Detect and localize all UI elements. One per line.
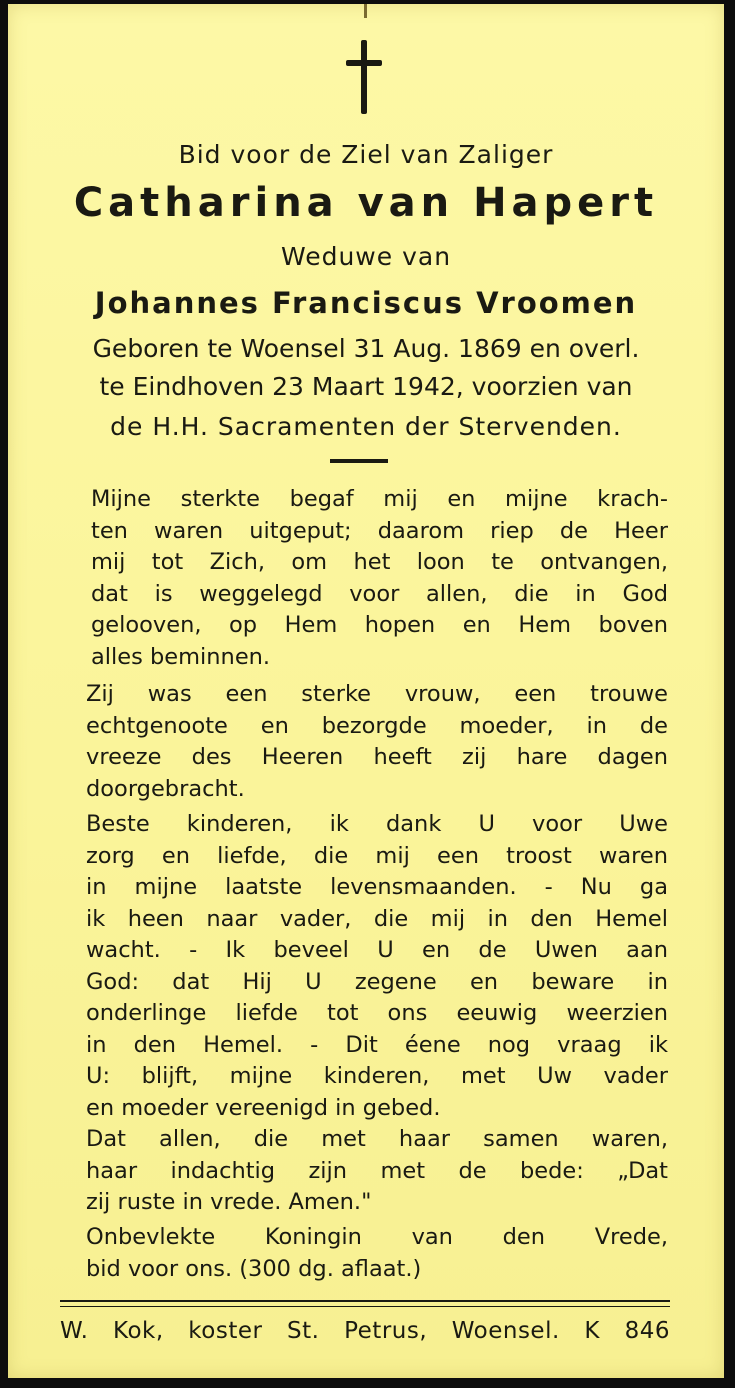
memorial-card (8, 4, 724, 1378)
text-line: alles beminnen. (91, 643, 271, 670)
text-line: en moeder vereenigd in gebed. (86, 1094, 441, 1121)
text-line: Dat allen, die met haar samen waren, (86, 1126, 668, 1152)
footer-divider-thin (60, 1306, 670, 1307)
text-line: zorg en liefde, die mij een troost waren (86, 842, 668, 869)
text-line: haar indachtig zijn met de bede: „Dat (86, 1157, 668, 1184)
text-line: in den Hemel. - Dit éene nog vraag ik (86, 1031, 668, 1058)
top-edge-mark (364, 4, 367, 18)
paragraph-3 (56, 809, 668, 1124)
husband-name: Johannes Franciscus Vroomen (94, 286, 638, 320)
paragraph-4 (56, 1124, 668, 1219)
death-line: te Eindhoven 23 Maart 1942, voorzien van (99, 372, 633, 401)
text-line: zij ruste in vrede. Amen." (86, 1189, 372, 1215)
text-line: echtgenoote en bezorgde moeder, in de (86, 712, 668, 739)
text-line: U: blijft, mijne kinderen, met Uw vader (86, 1063, 668, 1089)
text-line: God: dat Hij U zegene en beware in (86, 968, 668, 995)
text-line: dat is weggelegd voor allen, die in God (91, 580, 668, 607)
text-line: Beste kinderen, ik dank U voor Uwe (86, 811, 668, 837)
text-line: mij tot Zich, om het loon te ontvangen, (91, 549, 668, 575)
birth-line: Geboren te Woensel 31 Aug. 1869 en overl. (92, 334, 640, 363)
short-divider (330, 459, 388, 463)
text-line: doorgebracht. (86, 775, 245, 802)
text-line: ten waren uitgeput; daarom riep de Heer (91, 517, 668, 544)
sacraments-line: de H.H. Sacramenten der Stervenden. (110, 412, 622, 441)
paragraph-5 (56, 1222, 668, 1285)
printer-credit: W. Kok, koster St. Petrus, Woensel. K 846 (60, 1318, 670, 1344)
paragraph-2 (56, 679, 668, 805)
paragraph-1 (56, 484, 668, 673)
text-line: Mijne sterkte begaf mij en mijne krach- (91, 486, 668, 512)
text-line: gelooven, op Hem hopen en Hem boven (91, 612, 668, 638)
text-line: bid voor ons. (300 dg. aflaat.) (86, 1255, 422, 1282)
widow-of-label: Weduwe van (280, 242, 452, 271)
text-line: ik heen naar vader, die mij in den Hemel (86, 905, 668, 932)
text-line: vreeze des Heeren heeft zij hare dagen (86, 744, 668, 770)
text-line: in mijne laatste levensmaanden. - Nu ga (86, 874, 668, 900)
text-line: Zij was een sterke vrouw, een trouwe (86, 681, 668, 707)
text-line: onderlinge liefde tot ons eeuwig weerzien (86, 1000, 668, 1026)
prayer-heading: Bid voor de Ziel van Zaliger (178, 140, 554, 169)
deceased-name: Catharina van Hapert (73, 180, 659, 226)
cross-icon (344, 40, 384, 114)
text-line: wacht. - Ik beveel U en de Uwen aan (86, 937, 668, 963)
text-line: Onbevlekte Koningin van den Vrede, (86, 1224, 668, 1250)
footer-divider (60, 1300, 670, 1302)
